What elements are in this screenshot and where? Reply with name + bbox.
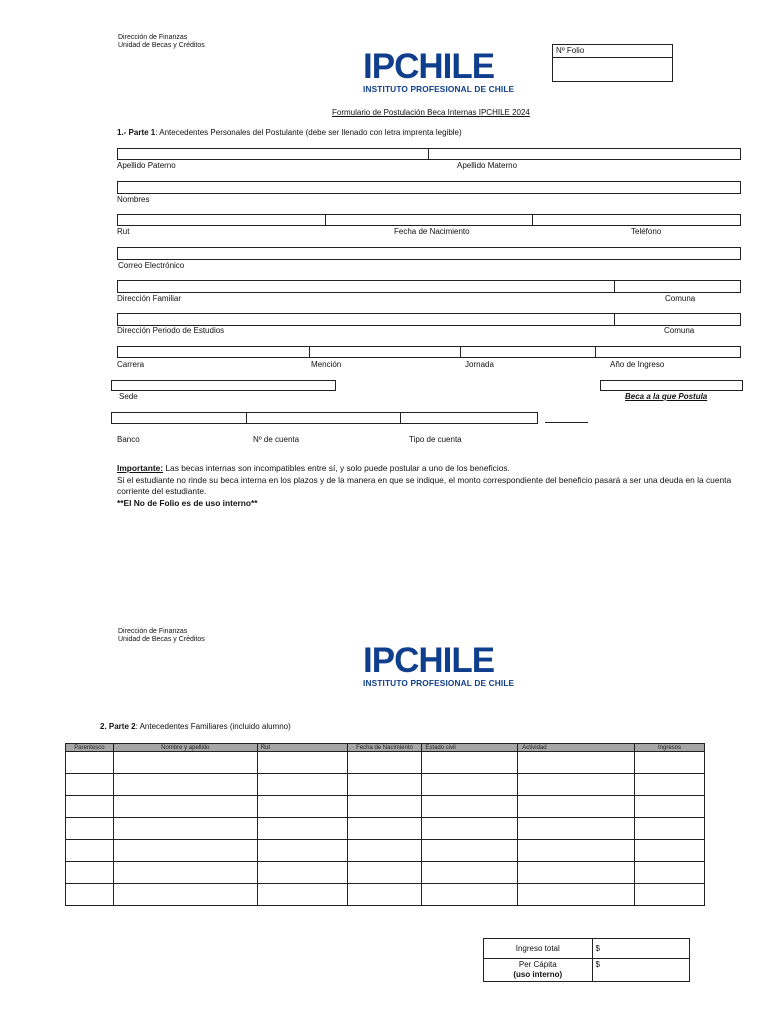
banco-label: Banco xyxy=(117,435,140,444)
nombres-field[interactable] xyxy=(117,181,741,194)
table-cell[interactable] xyxy=(635,862,705,884)
family-table xyxy=(65,743,705,906)
table-cell[interactable] xyxy=(113,862,257,884)
mencion-label: Mención xyxy=(311,360,342,369)
notice-line-2: Si el estudiante no rinde su beca interna en los plazos y de la manera en que se indique, el monto correspondiente del beneficio pasará a ser una deuda en la cuenta corriente del estudiante. xyxy=(117,474,732,496)
notice-line-3: **El No de Folio es de uso interno** xyxy=(117,497,258,508)
per-capita-value[interactable] xyxy=(592,959,689,982)
carrera-field[interactable] xyxy=(117,346,310,358)
form-title: Formulario de Postulación Beca Internas IPCHILE 2024 xyxy=(332,108,530,117)
part1-heading-rest: : Antecedentes Personales del Postulante (debe ser llenado con letra imprenta legible) xyxy=(155,128,462,137)
direccion-estudios-label: Dirección Periodo de Estudios xyxy=(117,326,225,335)
tipo-cuenta-label: Tipo de cuenta xyxy=(409,435,462,444)
extra-line xyxy=(545,422,588,423)
important-notice xyxy=(117,463,742,509)
nombres-label: Nombres xyxy=(117,195,150,204)
beca-label: Beca a la que Postula xyxy=(625,392,708,401)
notice-line-1: Las becas internas son incompatibles entre sí, y solo puede postular a uno de los beneficios. xyxy=(163,463,510,473)
org-line-1: Dirección de Finanzas xyxy=(118,34,188,41)
apellido-materno-field[interactable] xyxy=(428,148,741,160)
table-cell[interactable] xyxy=(422,862,518,884)
fecha-nacimiento-field[interactable] xyxy=(325,214,533,226)
folio-box xyxy=(552,44,673,82)
part1-heading xyxy=(117,128,462,137)
comuna-estudios-label: Comuna xyxy=(664,326,695,335)
table-cell[interactable] xyxy=(422,796,518,818)
column-header: Parentesco xyxy=(66,744,114,752)
ingreso-total-row xyxy=(484,939,690,959)
carrera-label: Carrera xyxy=(117,360,145,369)
currency-symbol: $ xyxy=(595,944,600,953)
table-row xyxy=(66,884,705,906)
column-header: Nombre y apellido xyxy=(113,744,257,752)
per-capita-label xyxy=(484,959,593,982)
anio-ingreso-field[interactable] xyxy=(595,346,741,358)
table-row xyxy=(66,752,705,774)
tipo-cuenta-field[interactable] xyxy=(400,412,538,424)
table-cell[interactable] xyxy=(518,840,635,862)
table-cell[interactable] xyxy=(347,796,422,818)
table-cell[interactable] xyxy=(518,862,635,884)
apellido-paterno-field[interactable] xyxy=(117,148,429,160)
table-cell[interactable] xyxy=(66,884,114,906)
telefono-field[interactable] xyxy=(532,214,741,226)
telefono-label: Teléfono xyxy=(631,227,662,236)
table-cell[interactable] xyxy=(113,884,257,906)
table-cell[interactable] xyxy=(422,840,518,862)
banco-field[interactable] xyxy=(111,412,247,424)
table-cell[interactable] xyxy=(113,752,257,774)
table-cell[interactable] xyxy=(518,774,635,796)
direccion-familiar-field[interactable] xyxy=(117,280,615,293)
table-row xyxy=(66,796,705,818)
table-cell[interactable] xyxy=(257,818,347,840)
table-row xyxy=(66,840,705,862)
column-header: Ingresos xyxy=(635,744,705,752)
part1-heading-bold: 1.- Parte 1 xyxy=(117,128,156,137)
table-cell[interactable] xyxy=(257,862,347,884)
table-cell[interactable] xyxy=(113,774,257,796)
table-cell[interactable] xyxy=(347,752,422,774)
comuna-familiar-field[interactable] xyxy=(614,280,741,293)
part2-heading xyxy=(100,722,291,731)
direccion-familiar-label: Dirección Familiar xyxy=(117,294,182,303)
table-cell[interactable] xyxy=(347,884,422,906)
table-cell[interactable] xyxy=(66,862,114,884)
table-cell[interactable] xyxy=(257,752,347,774)
table-cell[interactable] xyxy=(113,818,257,840)
column-header: Fecha de Nacimiento xyxy=(347,744,422,752)
rut-label: Rut xyxy=(117,227,130,236)
table-row xyxy=(66,862,705,884)
numero-cuenta-field[interactable] xyxy=(246,412,401,424)
folio-input[interactable] xyxy=(555,59,670,79)
jornada-field[interactable] xyxy=(460,346,596,358)
column-header: Estado civil xyxy=(422,744,518,752)
comuna-estudios-field[interactable] xyxy=(614,313,741,326)
table-cell[interactable] xyxy=(347,840,422,862)
logo-text: IPCHILE xyxy=(363,641,495,680)
table-cell[interactable] xyxy=(518,884,635,906)
logo-subtitle: INSTITUTO PROFESIONAL DE CHILE xyxy=(363,84,515,94)
table-cell[interactable] xyxy=(347,818,422,840)
correo-label: Correo Electrónico xyxy=(118,261,185,270)
org-header xyxy=(118,34,205,50)
fecha-nacimiento-label: Fecha de Nacimiento xyxy=(394,227,470,236)
table-cell[interactable] xyxy=(518,818,635,840)
table-cell[interactable] xyxy=(518,752,635,774)
table-cell[interactable] xyxy=(66,774,114,796)
family-table-header xyxy=(66,744,705,752)
column-header: Rut xyxy=(257,744,347,752)
mencion-field[interactable] xyxy=(309,346,461,358)
table-cell[interactable] xyxy=(635,774,705,796)
table-cell[interactable] xyxy=(66,752,114,774)
folio-label: Nº Folio xyxy=(556,46,585,55)
correo-field[interactable] xyxy=(117,247,741,260)
direccion-estudios-field[interactable] xyxy=(117,313,615,326)
per-capita-row xyxy=(484,959,690,982)
currency-symbol: $ xyxy=(595,960,600,969)
important-label: Importante: xyxy=(117,463,164,473)
table-cell[interactable] xyxy=(347,862,422,884)
table-cell[interactable] xyxy=(257,796,347,818)
table-cell[interactable] xyxy=(422,752,518,774)
table-cell[interactable] xyxy=(347,774,422,796)
table-cell[interactable] xyxy=(66,796,114,818)
comuna-familiar-label: Comuna xyxy=(665,294,696,303)
table-cell[interactable] xyxy=(518,796,635,818)
jornada-label: Jornada xyxy=(465,360,494,369)
org-header-2 xyxy=(118,628,205,644)
table-cell[interactable] xyxy=(66,840,114,862)
table-cell[interactable] xyxy=(635,752,705,774)
folio-divider xyxy=(553,57,672,58)
table-cell[interactable] xyxy=(257,884,347,906)
logo-subtitle: INSTITUTO PROFESIONAL DE CHILE xyxy=(363,678,515,688)
apellido-materno-label: Apellido Materno xyxy=(457,161,518,170)
table-cell[interactable] xyxy=(635,884,705,906)
anio-ingreso-label: Año de Ingreso xyxy=(610,360,665,369)
table-row xyxy=(66,774,705,796)
part2-heading-rest: : Antecedentes Familiares (incluido alumno) xyxy=(135,722,291,731)
per-capita-line-1: Per Cápita xyxy=(518,960,557,969)
table-cell[interactable] xyxy=(113,840,257,862)
totals-table xyxy=(483,938,690,982)
numero-cuenta-label: Nº de cuenta xyxy=(253,435,300,444)
beca-field[interactable] xyxy=(600,380,743,391)
table-cell[interactable] xyxy=(113,796,257,818)
column-header: Actividad xyxy=(518,744,635,752)
table-cell[interactable] xyxy=(422,774,518,796)
table-cell[interactable] xyxy=(66,818,114,840)
table-cell[interactable] xyxy=(635,840,705,862)
table-cell[interactable] xyxy=(635,818,705,840)
logo-text: IPCHILE xyxy=(363,47,495,86)
table-cell[interactable] xyxy=(422,818,518,840)
per-capita-line-2: (uso interno) xyxy=(513,970,563,979)
org-line-2: Unidad de Becas y Créditos xyxy=(118,636,205,643)
ipchile-logo xyxy=(363,47,515,94)
ingreso-total-value[interactable] xyxy=(592,939,689,959)
table-cell[interactable] xyxy=(635,796,705,818)
apellido-paterno-label: Apellido Paterno xyxy=(117,161,176,170)
table-row xyxy=(66,818,705,840)
ipchile-logo-2 xyxy=(363,641,515,688)
table-cell[interactable] xyxy=(422,884,518,906)
sede-label: Sede xyxy=(119,392,138,401)
table-cell[interactable] xyxy=(257,774,347,796)
part2-heading-bold: 2. Parte 2 xyxy=(100,722,136,731)
rut-field[interactable] xyxy=(117,214,326,226)
table-cell[interactable] xyxy=(257,840,347,862)
ingreso-total-label: Ingreso total xyxy=(484,939,593,959)
sede-field[interactable] xyxy=(111,380,336,391)
org-line-1: Dirección de Finanzas xyxy=(118,628,188,635)
org-line-2: Unidad de Becas y Créditos xyxy=(118,42,205,49)
